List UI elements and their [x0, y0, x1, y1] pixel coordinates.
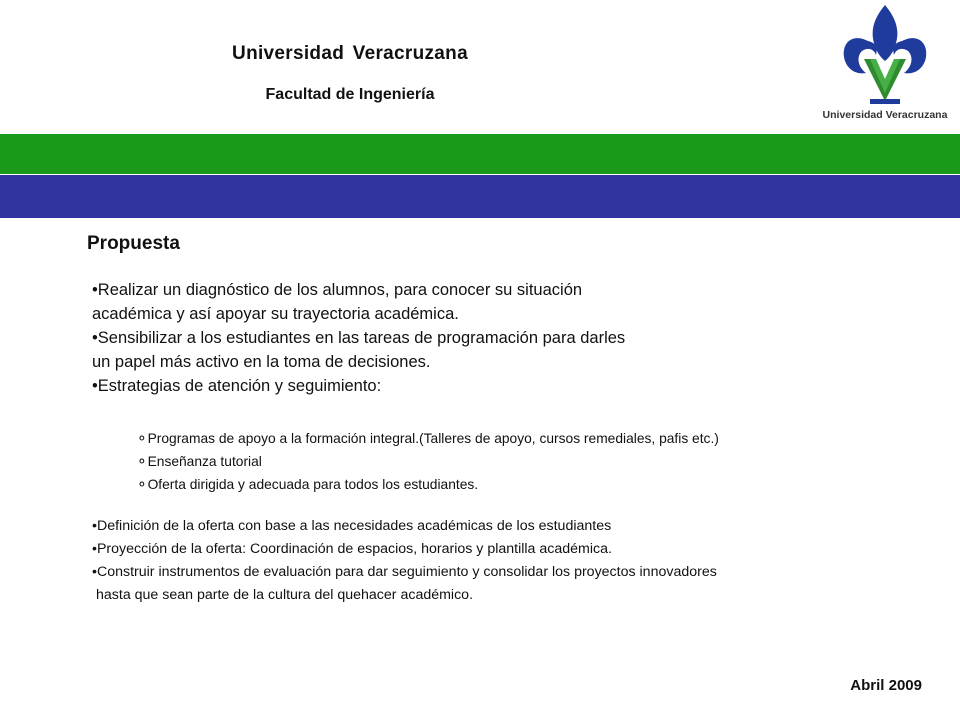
sub-bullet-1 — [136, 427, 936, 450]
bottom-bullet-3-line1: •Construir instrumentos de evaluación para dar seguimiento y consolidar los proyectos innovadores — [92, 564, 717, 580]
header-band-blue — [0, 175, 960, 218]
sub-bullet-1-text: Programas de apoyo a la formación integral.(Talleres de apoyo, cursos remediales, pafis etc.) — [147, 431, 719, 446]
bottom-bullet-3-line2: hasta que sean parte de la cultura del quehacer académico. — [96, 587, 474, 603]
bottom-bullet-2 — [92, 538, 912, 561]
main-bullet-2 — [92, 326, 822, 374]
main-bullet-1-line1: •Realizar un diagnóstico de los alumnos, para conocer su situación — [92, 281, 583, 299]
main-bullet-3-line1: •Estrategias de atención y seguimiento: — [92, 377, 382, 395]
bullet-icon: ⚬ — [136, 454, 148, 469]
sub-bullet-3 — [136, 473, 936, 496]
strategy-sublist — [136, 427, 936, 496]
fleur-de-lis-v-icon — [840, 3, 930, 107]
header-band-green — [0, 134, 960, 174]
sub-bullet-3-text: Oferta dirigida y adecuada para todos los estudiantes. — [147, 477, 479, 492]
bottom-bullet-3 — [92, 561, 912, 607]
main-bullet-3 — [92, 374, 822, 398]
bottom-bullet-1 — [92, 515, 912, 538]
bottom-bullet-2-line1: •Proyección de la oferta: Coordinación de espacios, horarios y plantilla académica. — [92, 541, 612, 557]
sub-bullet-2 — [136, 450, 936, 473]
university-title: Universidad Veracruzana — [232, 43, 468, 64]
main-bullet-2-line1: •Sensibilizar a los estudiantes en las tareas de programación para darles — [92, 329, 626, 347]
main-bullet-list — [92, 278, 822, 398]
main-bullet-1-line2: académica y así apoyar su trayectoria académica. — [92, 305, 459, 323]
sub-bullet-2-text: Enseñanza tutorial — [147, 454, 262, 469]
section-title: Propuesta — [87, 233, 180, 254]
footer-date: Abril 2009 — [850, 677, 922, 694]
university-logo — [810, 0, 960, 132]
bottom-bullet-list — [92, 515, 912, 607]
faculty-subtitle: Facultad de Ingeniería — [265, 86, 435, 103]
bullet-icon: ⚬ — [136, 477, 148, 492]
bottom-bullet-1-line1: •Definición de la oferta con base a las necesidades académicas de los estudiantes — [92, 518, 612, 534]
main-bullet-2-line2: un papel más activo en la toma de decisiones. — [92, 353, 431, 371]
logo-text: Universidad Veracruzana — [822, 109, 948, 121]
bullet-icon: ⚬ — [136, 431, 148, 446]
main-bullet-1 — [92, 278, 822, 326]
